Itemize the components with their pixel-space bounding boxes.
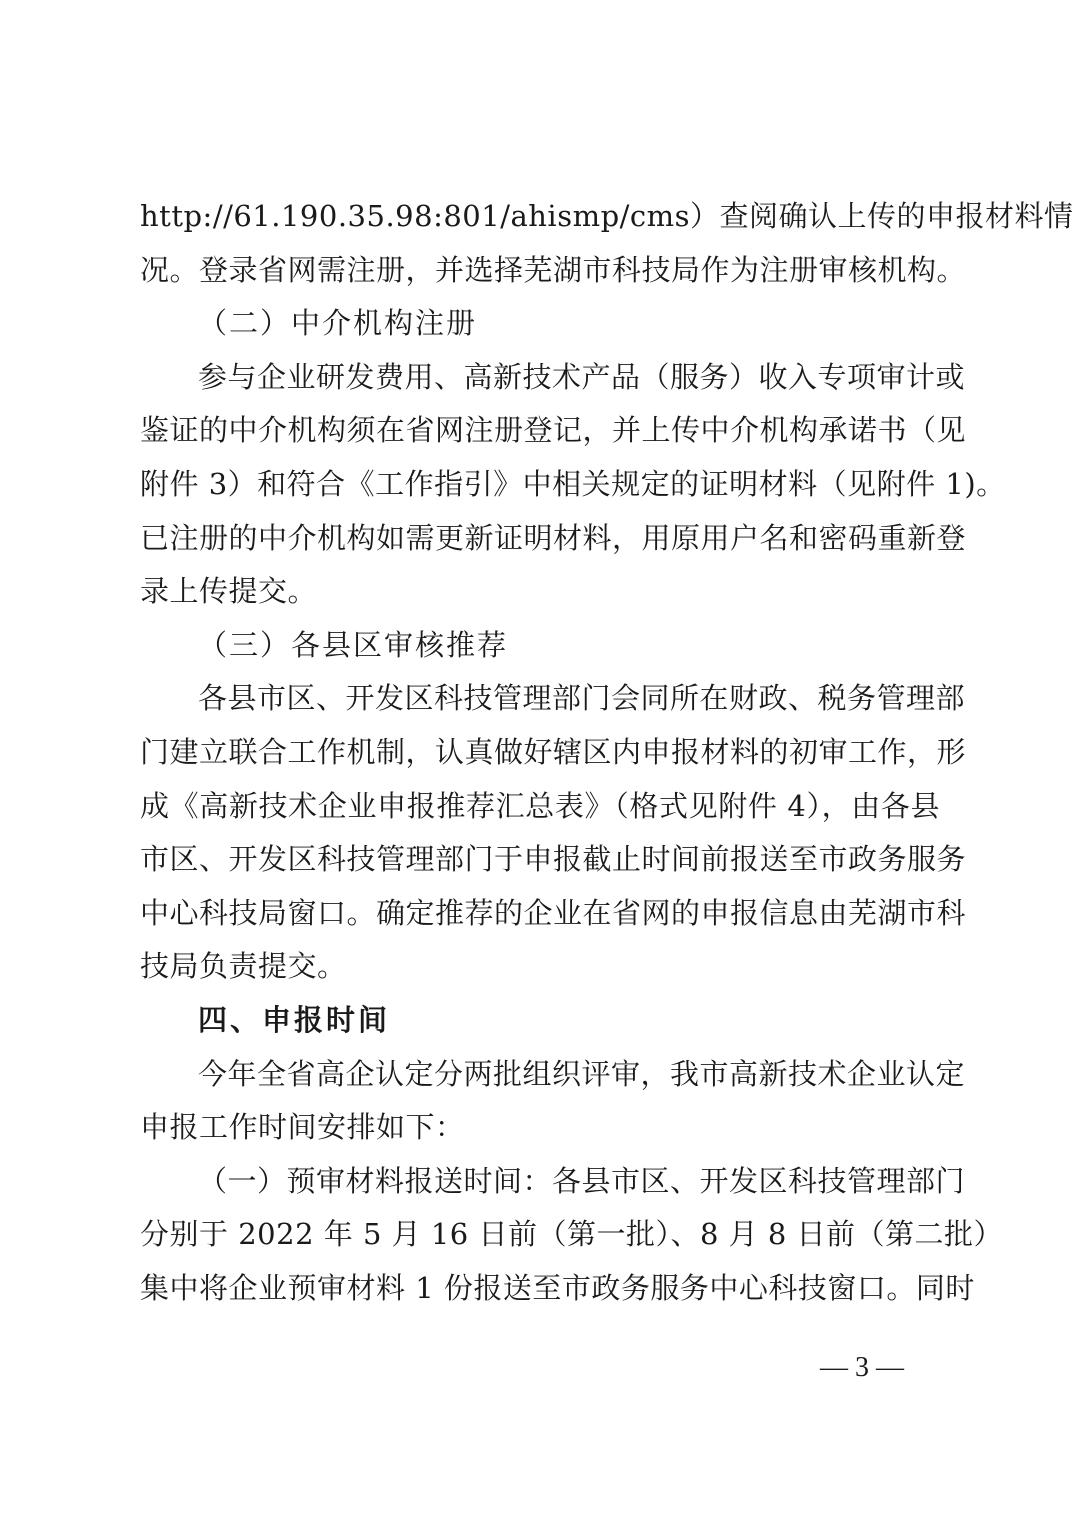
- text-line: 已注册的中介机构如需更新证明材料，用原用户名和密码重新登: [140, 520, 967, 555]
- text-line: 中心科技局窗口。确定推荐的企业在省网的申报信息由芜湖市科: [140, 895, 967, 930]
- section-heading: （三）各县区审核推荐: [198, 627, 509, 662]
- text-line: 录上传提交。: [140, 574, 318, 609]
- text-line: http://61.190.35.98:801/ahismp/cms）查阅确认上传的申报材料情: [140, 199, 1074, 233]
- text-line: 各县市区、开发区科技管理部门会同所在财政、税务管理部: [198, 681, 966, 716]
- text-line: 市区、开发区科技管理部门于申报截止时间前报送至市政务服务: [140, 842, 967, 877]
- text-line: （一）预审材料报送时间：各县市区、开发区科技管理部门: [198, 1163, 966, 1198]
- text-line: 技局负责提交。: [140, 949, 347, 984]
- page-number: — 3 —: [820, 1352, 904, 1383]
- chapter-heading: 四、申报时间: [198, 1002, 391, 1037]
- text-line: 申报工作时间安排如下：: [140, 1110, 465, 1145]
- text-line: 附件 3）和符合《工作指引》中相关规定的证明材料（见附件 1)。: [140, 466, 1006, 501]
- text-line: 参与企业研发费用、高新技术产品（服务）收入专项审计或: [198, 359, 966, 394]
- text-line: 况。登录省网需注册，并选择芜湖市科技局作为注册审核机构。: [140, 252, 967, 287]
- text-line: 集中将企业预审材料 1 份报送至市政务服务中心科技窗口。同时: [140, 1270, 975, 1305]
- section-heading: （二）中介机构注册: [198, 306, 478, 341]
- text-line: 门建立联合工作机制，认真做好辖区内申报材料的初审工作，形: [140, 734, 967, 769]
- document-body: [140, 190, 1074, 1315]
- text-line: 成《高新技术企业申报推荐汇总表》（格式见附件 4），由各县: [140, 788, 940, 823]
- text-line: 分别于 2022 年 5 月 16 日前（第一批）、8 月 8 日前（第二批）: [140, 1217, 1004, 1252]
- text-line: 鉴证的中介机构须在省网注册登记，并上传中介机构承诺书（见: [140, 413, 967, 448]
- text-line: 今年全省高企认定分两批组织评审，我市高新技术企业认定: [198, 1056, 966, 1091]
